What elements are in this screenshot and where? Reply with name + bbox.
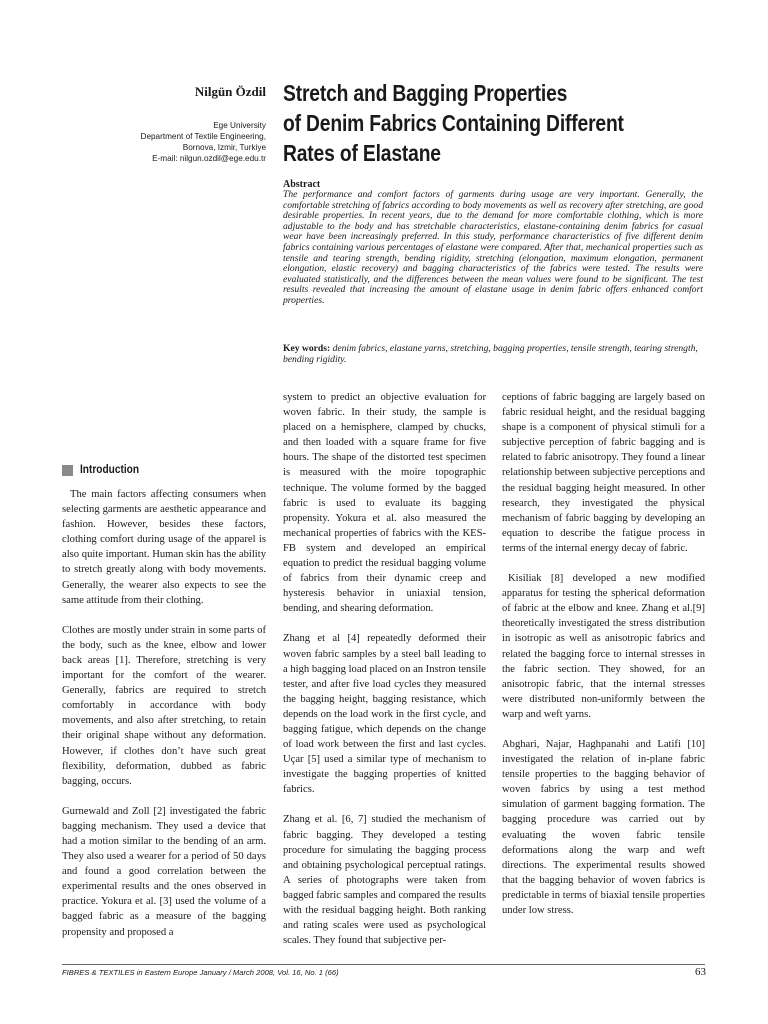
section-heading-text: Introduction <box>80 464 140 476</box>
paragraph: Zhang et al. [6, 7] studied the mechanism of fabric bagging. They developed a testing procedure for simulating the bagging process and obtaining psychological perceptual ratings. A series of photographs were taken from bagged fabric samples and compared the results with the residual bagging height. Both ranking and rating scales were used as psychological scales. They found that subjective per- <box>283 814 486 947</box>
page-number: 63 <box>695 966 706 978</box>
section-bullet-icon <box>62 465 73 476</box>
author-affiliation <box>141 120 266 164</box>
paragraph: ceptions of fabric bagging are largely based on fabric residual height, and the residual bagging shape is a component of physical stimuli for a subjective perception of fabric bagging and is related to fabric anisotropy. They found a linear relationship between subjective perceptions and the residual bagging height measured. In other research, they investigated the physical mechanism of fabric bagging by developing an equation to describe the fatigue process in terms of the internal energy decay of fabric. <box>502 392 705 554</box>
paragraph: Abghari, Najar, Haghpanahi and Latifi [10] investigated the relation of in-plane fabric tensile properties to the bagging behavior of woven fabrics by using a test method simulation of garment bagging formation. The bagging procedure was carried out by evaluating the woven fabric tensile deformations along the warp and weft directions. The experimental results showed that the bagging behavior of woven fabrics is predictable in terms of biaxial tensile properties under low stress. <box>502 738 705 916</box>
text-column-1 <box>62 487 266 955</box>
paragraph: Clothes are mostly under strain in some parts of the body, such as the knee, elbow and lower back areas [1]. Therefore, stretching is very important for the comfort of the wearer. Generally, fabrics are required to stretch comfortably in accordance with body movements, and also after stretching, to retain their original shape without any deformation. However, if clothes don’t have such great flexibility, deformation, dubbed as fabric bagging, occurs. <box>62 624 266 787</box>
abstract-heading: Abstract <box>283 179 321 190</box>
footer-divider <box>62 964 705 965</box>
paragraph: system to predict an objective evaluation for woven fabric. In their study, the sample is placed on a hemisphere, clamped by chucks, and then loaded with a square frame for five hours. The shape of the distorted test specimen is measured with the moire topographic technique. The volume formed by the bagged fabric is used to evaluate its bagging propensity. Yokura et al. also measured the mechanical properties of fabrics with the KES-FB system and developed an empirical equation to predict the residual bagging volume of fabrics from their dynamic creep and hysteresis behavior in uniaxial tension, bending, and shearing deformation. <box>283 392 486 615</box>
affiliation-email: E-mail: nilgun.ozdil@ege.edu.tr <box>152 154 266 164</box>
paragraph: Gurnewald and Zoll [2] investigated the fabric bagging mechanism. They used a device that had a motion similar to the bending of an arm. They also used a wearer for a period of 50 days and found a good correlation between the experimental results and the ones observed in practice. Yokura et al. [3] used the volume of a bagged fabric as a measure of the bagging propensity and proposed a <box>62 805 266 938</box>
paper-title <box>283 78 660 168</box>
abstract-text: The performance and comfort factors of garments during usage are very important. Generally, the comfortable stretching of fabrics according to body movements as well as recovery after stretching, are good desirable properties. In recent years, due to the demand for more comfortable clothing, which is more adjustable to the body and has stretchable characteristics, elastane-containing denim fabrics for casual wear have been increasingly preferred. In this study, performance characteristics of five different denim fabrics containing various percentages of elastane were compared. After that, mechanical properties such as tensile and tearing strength, bending rigidity, stretching (elongation, maximum elongation, permanent elongation, elastic recovery) and bagging characteristics of the fabrics were tested. The results were evaluated statistically, and the differences between the mean values were found to be significant. The test results revealed that increasing the amount of elastane usage in denim fabric offers enhanced comfort properties. <box>283 189 703 306</box>
author-name: Nilgün Özdil <box>194 84 266 99</box>
title-line: Rates of Elastane <box>283 140 441 166</box>
title-line: of Denim Fabrics Containing Different <box>283 110 624 136</box>
paragraph: Kisiliak [8] developed a new modified apparatus for testing the spherical deformation of fabric at the elbow and knee. Zhang et al.[9] theoretically investigated the stress distribution in isotropic as well as anisotropic fabrics and related the bagging force to internal stresses in the fabric section. They showed, for an anisotropic fabric, that the internal stresses were distributed non-uniformly between the warp and weft yarns. <box>502 573 705 720</box>
affiliation-university: Ege University <box>213 121 266 130</box>
title-line: Stretch and Bagging Properties <box>283 80 568 106</box>
text-column-3 <box>502 390 705 933</box>
keywords-text: denim fabrics, elastane yarns, stretching, bagging properties, tensile strength, tearing strength, bending rigidity. <box>283 343 698 365</box>
text-column-2 <box>283 390 486 963</box>
keywords <box>283 344 703 366</box>
paragraph: The main factors affecting consumers when selecting garments are aesthetic appearance and fashion. However, besides these factors, clothing comfort during usage of the apparel is also quite important. Human skin has the ability to stretch greatly along with body movements. Generally, the wearer also expects to see the same attitude from their clothing. <box>62 489 266 606</box>
affiliation-address: Bornova, Izmir, Turkiye <box>182 143 266 153</box>
paragraph: Zhang et al [4] repeatedly deformed their woven fabric samples by a steel ball leading to a high bagging load placed on an Instron tensile tester, and after five load cycles they measured the bagging height, bagging resistance, which depends on the load work in the first cycle, and bagging fatigue, which depends on the change of load work between the first and last cycles. Uçar [5] used a similar type of mechanism to investigate the bagging properties of knitted fabrics. <box>283 633 486 796</box>
section-heading-introduction <box>62 464 147 476</box>
keywords-label: Key words: <box>283 343 331 354</box>
journal-footer: FIBRES & TEXTILES in Eastern Europe January / March 2008, Vol. 16, No. 1 (66) <box>62 968 339 977</box>
affiliation-department: Department of Textile Engineering, <box>140 132 266 142</box>
